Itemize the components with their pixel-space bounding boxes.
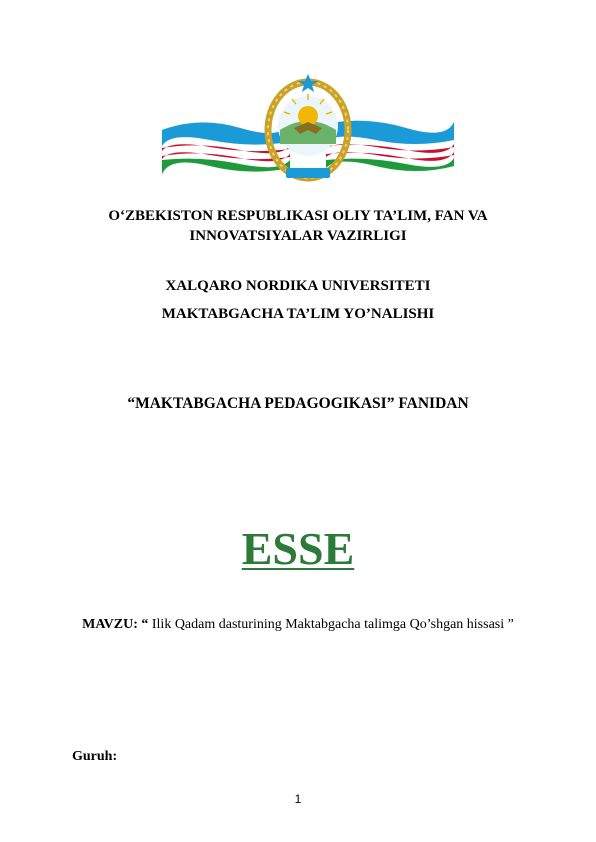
ministry-heading <box>60 206 536 246</box>
department-name: MAKTABGACHA TA’LIM YO’NALISHI <box>161 306 435 322</box>
group-label: Guruh: <box>72 749 118 764</box>
ministry-line-2: INNOVATSIYALAR VAZIRLIGI <box>189 228 407 244</box>
topic-label: MAVZU: <box>82 617 138 632</box>
ministry-line-1: O‘ZBEKISTON RESPUBLIKASI OLIY TA’LIM, FAN VA <box>108 208 488 224</box>
subject-title: “MAKTABGACHA PEDAGOGIKASI” FANIDAN <box>127 395 469 412</box>
topic-line <box>20 616 576 634</box>
page-number: 1 <box>294 792 302 806</box>
document-type-title: ESSE <box>241 523 355 574</box>
emblem-flag-icon <box>160 72 456 182</box>
topic-text: Ilik Qadam dasturining Maktabgacha talimga Qo’shgan hissasi ” <box>148 617 514 632</box>
topic-open-quote: “ <box>141 617 149 632</box>
state-emblem <box>160 72 456 182</box>
university-name: XALQARO NORDIKA UNIVERSITETI <box>165 278 431 294</box>
